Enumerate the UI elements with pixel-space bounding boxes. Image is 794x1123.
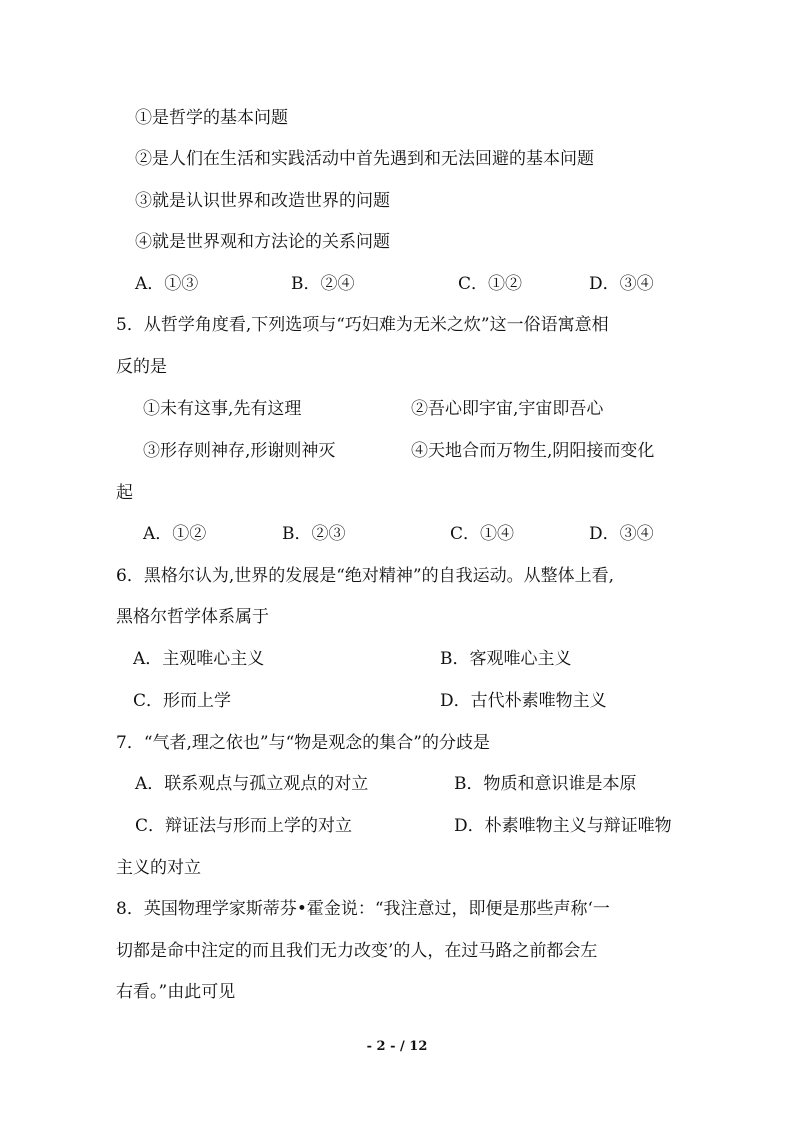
q5-stem-line-2: 反的是 [116,357,167,377]
q7-option-c: C．辩证法与形而上学的对立 [135,816,353,836]
q5-option-b: B．②③ [282,524,346,544]
q6-option-d: D．古代朴素唯物主义 [440,691,607,711]
q4-item-4: ④就是世界观和方法论的关系问题 [135,232,390,252]
q5-stem-line-1: 5．从哲学角度看,下列选项与“巧妇难为无米之炊”这一俗语寓意相 [116,315,609,335]
q7-option-d: D．朴素唯物主义与辩证唯物 [454,816,672,836]
q8-stem-line-2: 切都是命中注定的而且我们无力改变’的人，在过马路之前都会左 [116,941,598,961]
q5-item-2: ②吾心即宇宙,宇宙即吾心 [411,399,604,419]
q4-option-c: C．①② [458,274,523,294]
q7-option-b: B．物质和意识谁是本原 [454,774,637,794]
q6-option-a: A．主观唯心主义 [133,649,265,669]
q5-option-a: A．①② [143,524,207,544]
q6-option-c: C．形而上学 [133,691,232,711]
q4-option-a: A．①③ [135,274,199,294]
q6-stem-line-2: 黑格尔哲学体系属于 [116,607,269,627]
q5-item-3: ③形存则神存,形谢则神灭 [143,441,336,461]
q7-stem: 7．“气者,理之依也”与“物是观念的集合”的分歧是 [116,733,490,753]
q4-item-1: ①是哲学的基本问题 [135,108,288,128]
q6-stem-line-1: 6．黑格尔认为,世界的发展是“绝对精神”的自我运动。从整体上看, [116,566,615,586]
q8-stem-line-3: 右看。”由此可见 [116,982,236,1002]
q4-option-d: D．③④ [589,274,654,294]
q5-option-d: D．③④ [589,524,654,544]
q5-item-1: ①未有这事,先有这理 [143,399,302,419]
q5-item-4-continued: 起 [116,483,133,503]
q4-item-3: ③就是认识世界和改造世界的问题 [135,191,390,211]
q7-option-a: A．联系观点与孤立观点的对立 [135,774,369,794]
q8-stem-line-1: 8．英国物理学家斯蒂芬•霍金说：“我注意过，即便是那些声称‘一 [116,899,610,919]
q4-item-2: ②是人们在生活和实践活动中首先遇到和无法回避的基本问题 [135,149,594,169]
page-number: - 2 - / 12 [366,1039,428,1054]
q6-option-b: B．客观唯心主义 [440,649,572,669]
q5-item-4: ④天地合而万物生,阴阳接而变化 [411,441,655,461]
q5-option-c: C．①④ [450,524,515,544]
q4-option-b: B．②④ [291,274,355,294]
q7-option-d-continued: 主义的对立 [116,858,201,878]
